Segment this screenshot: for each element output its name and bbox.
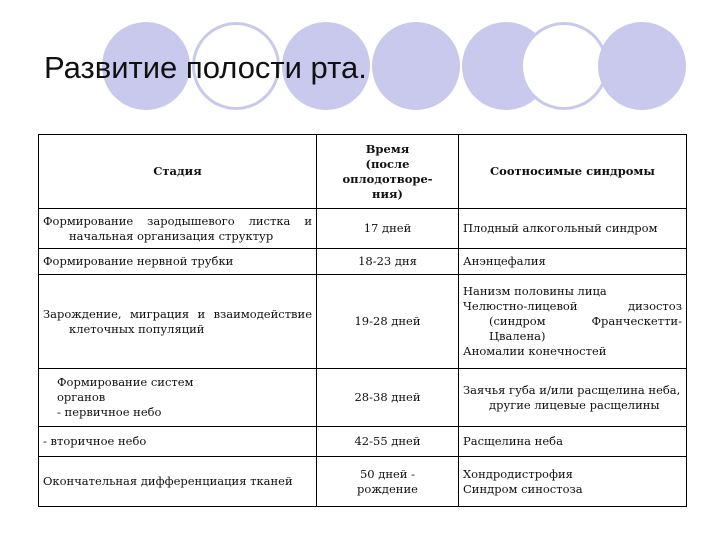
stage-line: Формирование зародышевого листка и xyxy=(43,213,312,228)
table-row xyxy=(39,369,687,427)
syndrome-line: Цвалена) xyxy=(489,329,546,343)
stage-cell xyxy=(39,457,317,507)
header-time xyxy=(317,135,459,209)
time-cell: 19-28 дней xyxy=(317,275,459,369)
stage-cell xyxy=(39,427,317,457)
syndrome-line: Плодный алкогольный синдром xyxy=(463,221,658,235)
decor-circle-7 xyxy=(598,22,686,110)
development-table xyxy=(38,134,687,507)
header-time-line: ния) xyxy=(372,186,403,201)
syndrome-cell xyxy=(459,457,687,507)
syndrome-line: (синдром Франческетти- xyxy=(489,314,682,328)
syndrome-cell xyxy=(459,275,687,369)
stage-line: - вторичное небо xyxy=(43,434,147,448)
stage-line: органов xyxy=(57,390,106,404)
stage-cell xyxy=(39,249,317,275)
table-row xyxy=(39,249,687,275)
header-time-line: Время xyxy=(365,141,410,156)
time-cell xyxy=(317,457,459,507)
time-line: 50 дней - xyxy=(359,466,416,481)
decor-circle-4 xyxy=(372,22,460,110)
stage-line: клеточных популяций xyxy=(69,321,205,336)
time-cell: 28-38 дней xyxy=(317,369,459,427)
stage-cell xyxy=(39,369,317,427)
time-cell: 17 дней xyxy=(317,209,459,249)
stage-line: Формирование нервной трубки xyxy=(43,254,234,268)
stage-cell xyxy=(39,275,317,369)
header-syndromes: Соотносимые синдромы xyxy=(459,135,687,209)
table-header-row xyxy=(39,135,687,209)
syndrome-cell xyxy=(459,427,687,457)
table-row xyxy=(39,427,687,457)
stage-line: - первичное небо xyxy=(57,405,162,419)
syndrome-line: Синдром синостоза xyxy=(463,481,583,496)
header-stage: Стадия xyxy=(39,135,317,209)
syndrome-line: Аномалии конечностей xyxy=(463,344,607,358)
stage-line: начальная организация структур xyxy=(69,228,274,243)
syndrome-line: Челюстно-лицевой дизостоз xyxy=(463,299,682,313)
header-time-line: оплодотворе- xyxy=(342,171,433,186)
decor-circle-6 xyxy=(520,22,608,110)
time-cell: 18-23 дня xyxy=(317,249,459,275)
stage-line: Формирование систем xyxy=(57,375,194,389)
stage-line: Зарождение, миграция и взаимодействие xyxy=(43,306,312,321)
header-time-line: (после xyxy=(365,156,410,171)
syndrome-cell xyxy=(459,209,687,249)
table-row xyxy=(39,275,687,369)
stage-cell xyxy=(39,209,317,249)
syndrome-line: Заячья губа и/или расщелина неба, xyxy=(463,382,681,397)
time-line: рождение xyxy=(357,481,418,496)
syndrome-line: другие лицевые расщелины xyxy=(489,397,660,412)
syndrome-cell xyxy=(459,249,687,275)
syndrome-line: Расщелина неба xyxy=(463,434,563,448)
table-row xyxy=(39,209,687,249)
syndrome-line: Анэнцефалия xyxy=(463,254,546,268)
table-row xyxy=(39,457,687,507)
slide-title: Развитие полости рта. xyxy=(44,50,367,85)
time-cell: 42-55 дней xyxy=(317,427,459,457)
stage-line: Окончательная дифференциация тканей xyxy=(43,474,293,488)
syndrome-line: Хондродистрофия xyxy=(463,466,573,481)
syndrome-cell xyxy=(459,369,687,427)
syndrome-line: Нанизм половины лица xyxy=(463,284,607,298)
